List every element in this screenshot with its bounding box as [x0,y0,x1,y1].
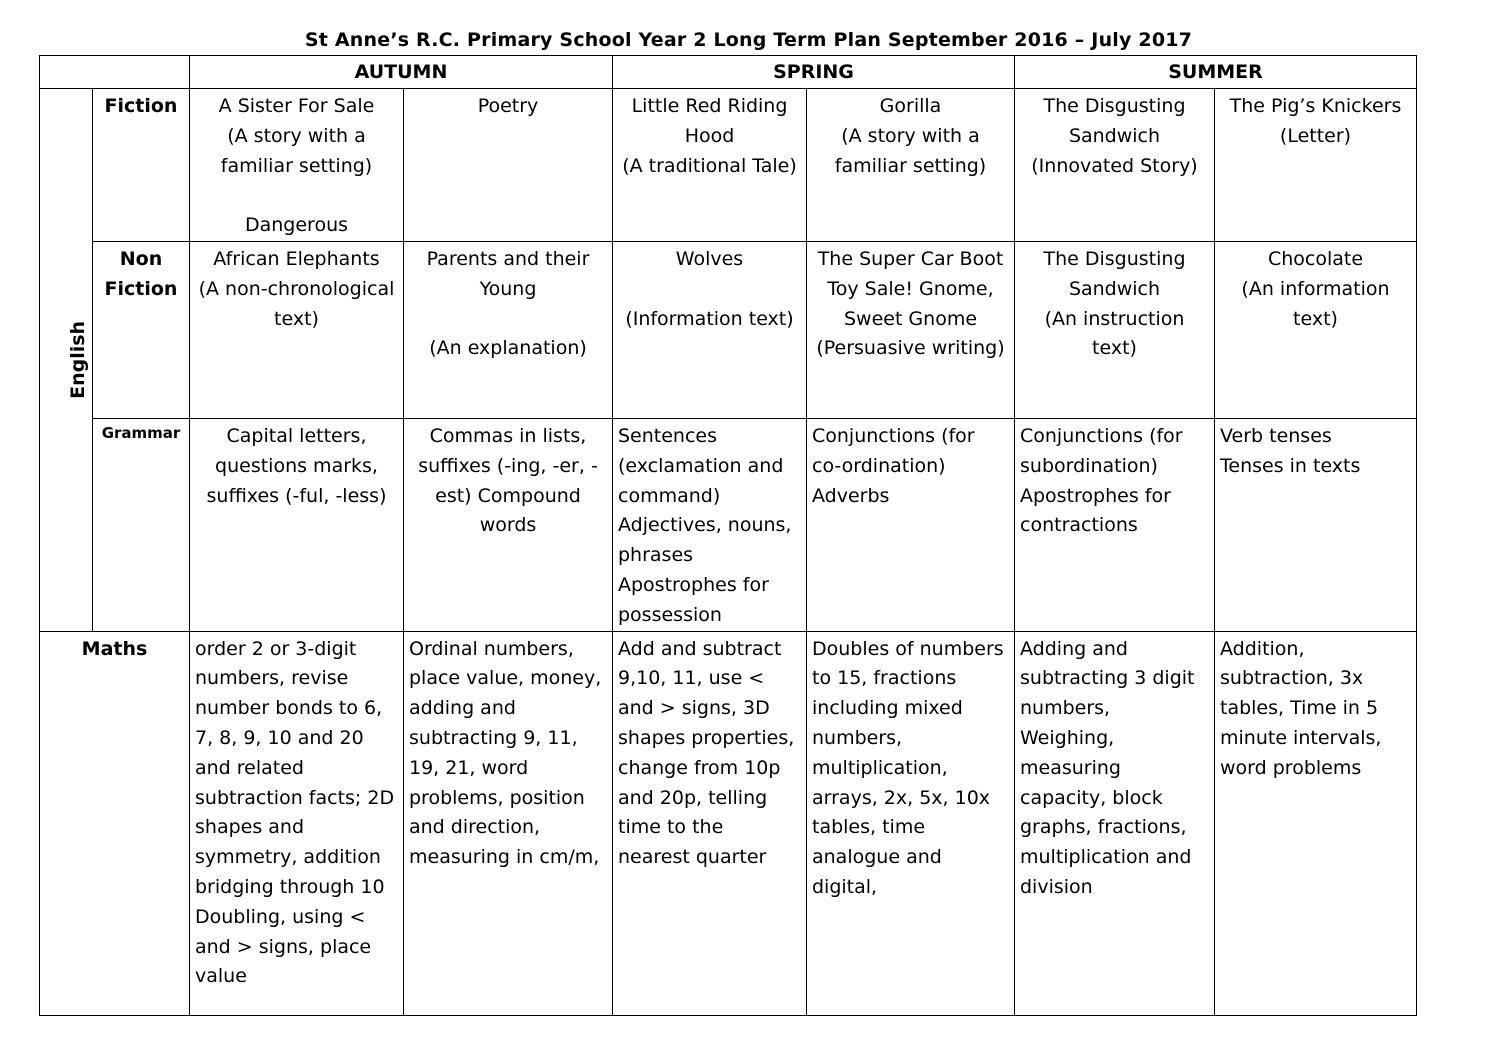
nonfiction-cell: African Elephants (A non-chronological text) [190,241,404,418]
grammar-cell: Capital letters, questions marks, suffixes (-ful, -less) [190,418,404,631]
grammar-row [40,418,1417,631]
subject-maths-label: Maths [40,631,190,1015]
fiction-cell: Little Red Riding Hood (A traditional Tale) [613,89,807,242]
nonfiction-cell: Chocolate (An information text) [1215,241,1417,418]
corner-cell [40,56,190,89]
nonfiction-row [40,241,1417,418]
maths-row [40,631,1417,1015]
maths-cell: Adding and subtracting 3 digit numbers, Weighing, measuring capacity, block graphs, fractions, multiplication and division [1015,631,1215,1015]
long-term-plan-table [39,55,1417,1016]
grammar-cell: Verb tenses Tenses in texts [1215,418,1417,631]
page-title: St Anne’s R.C. Primary School Year 2 Long Term Plan September 2016 – July 2017 [304,29,1193,51]
fiction-cell: Poetry [404,89,613,242]
fiction-row [40,89,1417,242]
grammar-cell: Conjunctions (for subordination) Apostrophes for contractions [1015,418,1215,631]
fiction-cell: Gorilla (A story with a familiar setting) [807,89,1015,242]
maths-cell: Ordinal numbers, place value, money, adding and subtracting 9, 11, 19, 21, word problems, position and direction, measuring in cm/m, [404,631,613,1015]
nonfiction-cell: Parents and their Young (An explanation) [404,241,613,418]
nonfiction-cell: The Disgusting Sandwich (An instruction text) [1015,241,1215,418]
grammar-cell: Conjunctions (for co-ordination) Adverbs [807,418,1015,631]
term-header-spring: SPRING [613,56,1015,89]
nonfiction-cell: Wolves (Information text) [613,241,807,418]
fiction-cell: The Disgusting Sandwich (Innovated Story) [1015,89,1215,242]
maths-cell: Addition, subtraction, 3x tables, Time in 5 minute intervals, word problems [1215,631,1417,1015]
maths-cell: Doubles of numbers to 15, fractions including mixed numbers, multiplication, arrays, 2x, 5x, 10x tables, time analogue and digital, [807,631,1015,1015]
nonfiction-label: Non Fiction [93,241,190,418]
subject-english-label: English [67,320,90,399]
grammar-cell: Sentences (exclamation and command) Adjectives, nouns, phrases Apostrophes for possession [613,418,807,631]
term-header-row [40,56,1417,89]
grammar-label: Grammar [93,418,190,631]
fiction-cell: A Sister For Sale (A story with a familiar setting) Dangerous [190,89,404,242]
nonfiction-cell: The Super Car Boot Toy Sale! Gnome, Sweet Gnome (Persuasive writing) [807,241,1015,418]
subject-english [40,89,93,632]
term-header-summer: SUMMER [1015,56,1417,89]
fiction-cell: The Pig’s Knickers (Letter) [1215,89,1417,242]
term-header-autumn: AUTUMN [190,56,613,89]
fiction-label: Fiction [93,89,190,242]
grammar-cell: Commas in lists, suffixes (-ing, -er, -est) Compound words [404,418,613,631]
maths-cell: order 2 or 3-digit numbers, revise number bonds to 6, 7, 8, 9, 10 and 20 and related subtraction facts; 2D shapes and symmetry, addition bridging through 10 Doubling, using < and > signs, place value [190,631,404,1015]
maths-cell: Add and subtract 9,10, 11, use < and > signs, 3D shapes properties, change from 10p and 20p, telling time to the nearest quarter [613,631,807,1015]
